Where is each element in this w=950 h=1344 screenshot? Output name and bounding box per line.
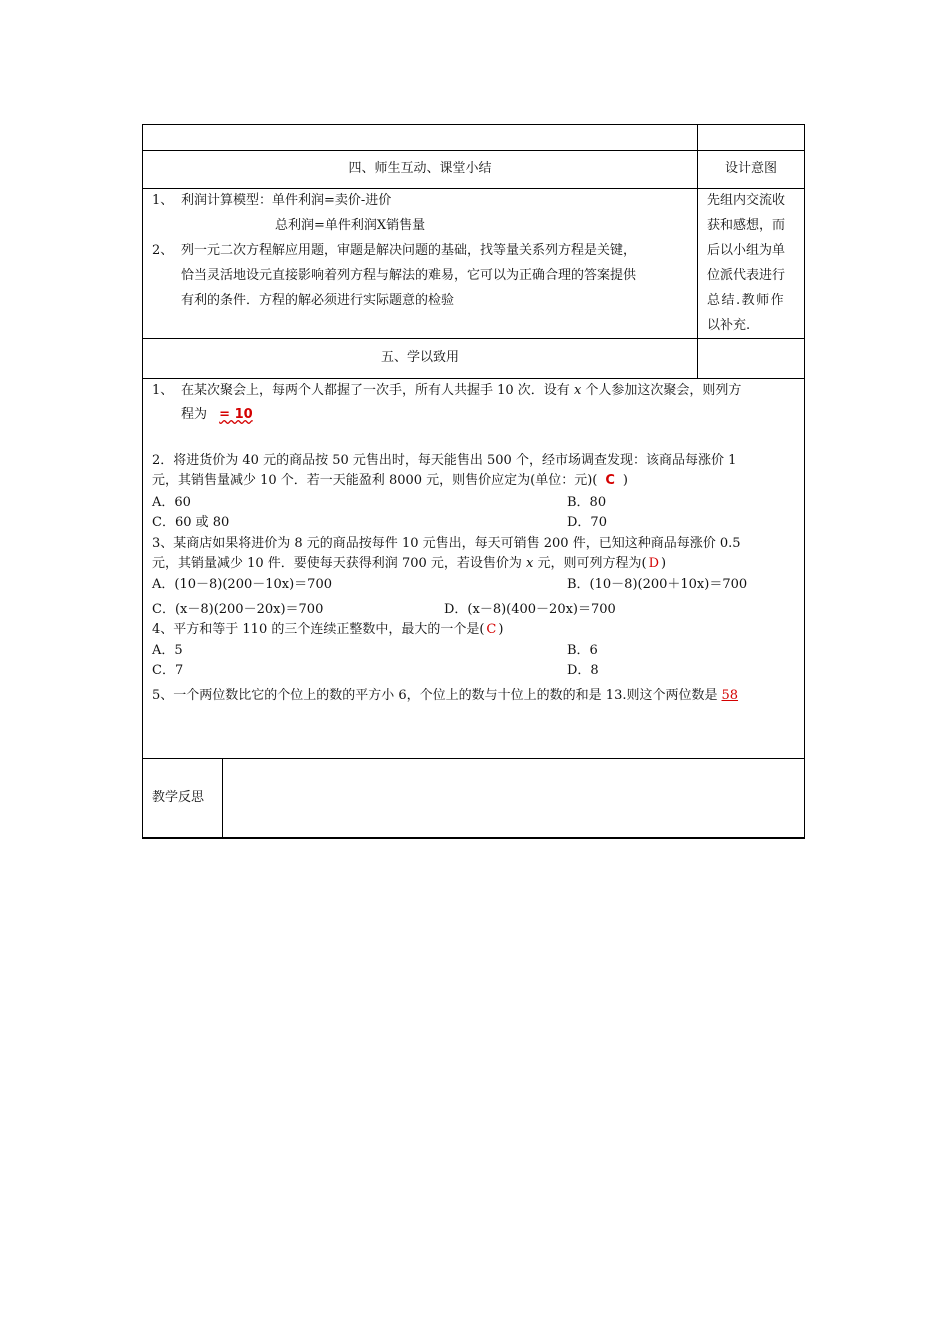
list-number: 2、	[152, 243, 174, 258]
table-border-bottom	[142, 837, 805, 839]
teaching-reflection-label: 教学反思	[152, 790, 205, 805]
list-number: 1、	[152, 383, 174, 398]
question-text-part: )	[498, 622, 504, 637]
answer-text: D	[648, 556, 660, 571]
table-border-top	[142, 124, 805, 125]
question-text-part: )	[622, 473, 628, 488]
option-d: D．(x－8)(400－20x)＝700	[444, 602, 616, 617]
answer-text: 58	[721, 688, 739, 703]
summary-text-line: 有利的条件．方程的解必须进行实际题意的检验	[181, 293, 455, 308]
option-a: A．(10－8)(200－10x)＝700	[152, 577, 332, 592]
summary-text-line: 恰当灵活地设元直接影响着列方程与解法的难易，它可以为正确合理的答案提供	[181, 268, 637, 283]
list-number: 1、	[152, 193, 174, 208]
answer-text: C	[486, 622, 497, 637]
option-c: C．7	[152, 663, 184, 678]
question-text: 2．将进货价为 40 元的商品按 50 元售出时，每天能售出 500 个，经市场调查发现：该商品每涨价 1	[152, 453, 737, 468]
option-b: B．(10－8)(200＋10x)＝700	[567, 577, 748, 592]
question-text-part: 元，则可列方程为(	[533, 556, 647, 571]
answer-text: = 10	[219, 407, 253, 422]
option-d: D．8	[567, 663, 599, 678]
table-border-left	[142, 124, 143, 838]
option-c: C．60 或 80	[152, 515, 230, 530]
question-text-part: 5、一个两位数比它的个位上的数的平方小 6，个位上的数与十位上的数的和是 13.则这个两位数是	[152, 688, 718, 703]
profit-model-text: 利润计算模型：单件利润=卖价-进价	[181, 193, 392, 208]
design-intent-line: 以补充.	[707, 318, 751, 333]
design-intent-line: 先组内交流收	[707, 193, 786, 208]
question-text-part: 个人参加这次聚会，则列方	[581, 383, 742, 398]
option-c: C．(x－8)(200－20x)＝700	[152, 602, 324, 617]
question-text-part: 元，其销量减少 10 件．要使每天获得利润 700 元，若设售价为	[152, 556, 527, 571]
table-border-right	[804, 124, 805, 838]
design-intent-title: 设计意图	[724, 161, 777, 176]
table-rule	[142, 188, 805, 189]
variable-x: x	[526, 556, 534, 571]
question-text	[181, 406, 253, 424]
question-text	[152, 621, 503, 639]
design-intent-line: 获和感想，而	[707, 218, 786, 233]
option-a: A．60	[152, 495, 191, 510]
summary-text-line: 列一元二次方程解应用题，审题是解决问题的基础，找等量关系列方程是关键，	[181, 243, 637, 258]
teaching-reflection-content	[223, 759, 804, 837]
question-text	[152, 472, 628, 490]
table-rule	[142, 338, 805, 339]
total-profit-text: 总利润=单件利润X销售量	[275, 218, 426, 233]
answer-text: C	[605, 473, 615, 488]
question-text	[181, 382, 741, 400]
question-text-part: )	[661, 556, 667, 571]
question-text	[152, 687, 738, 705]
question-text-part: 元，其销售量减少 10 个．若一天能盈利 8000 元，则售价应定为(单位：元)(	[152, 473, 598, 488]
section4-title: 四、师生互动、课堂小结	[348, 161, 492, 176]
question-text-part: 在某次聚会上，每两个人都握了一次手，所有人共握手 10 次．设有	[181, 383, 574, 398]
design-intent-line: 总结.教师作	[707, 293, 786, 308]
option-b: B．6	[567, 643, 598, 658]
question-text	[152, 555, 666, 573]
table-rule	[142, 150, 805, 151]
option-a: A．5	[152, 643, 183, 658]
variable-x: x	[573, 383, 582, 398]
option-b: B．80	[567, 495, 607, 510]
option-d: D．70	[567, 515, 607, 530]
section5-title: 五、学以致用	[380, 350, 459, 365]
design-intent-line: 位派代表进行	[707, 268, 786, 283]
question-text-part: 程为	[181, 407, 208, 422]
design-intent-line: 后以小组为单	[707, 243, 786, 258]
question-text-part: 4、平方和等于 110 的三个连续正整数中，最大的一个是(	[152, 622, 485, 637]
question-text: 3、某商店如果将进价为 8 元的商品按每件 10 元售出，每天可销售 200 件，已知这种商品每涨价 0.5	[152, 536, 741, 551]
table-rule	[142, 378, 805, 379]
